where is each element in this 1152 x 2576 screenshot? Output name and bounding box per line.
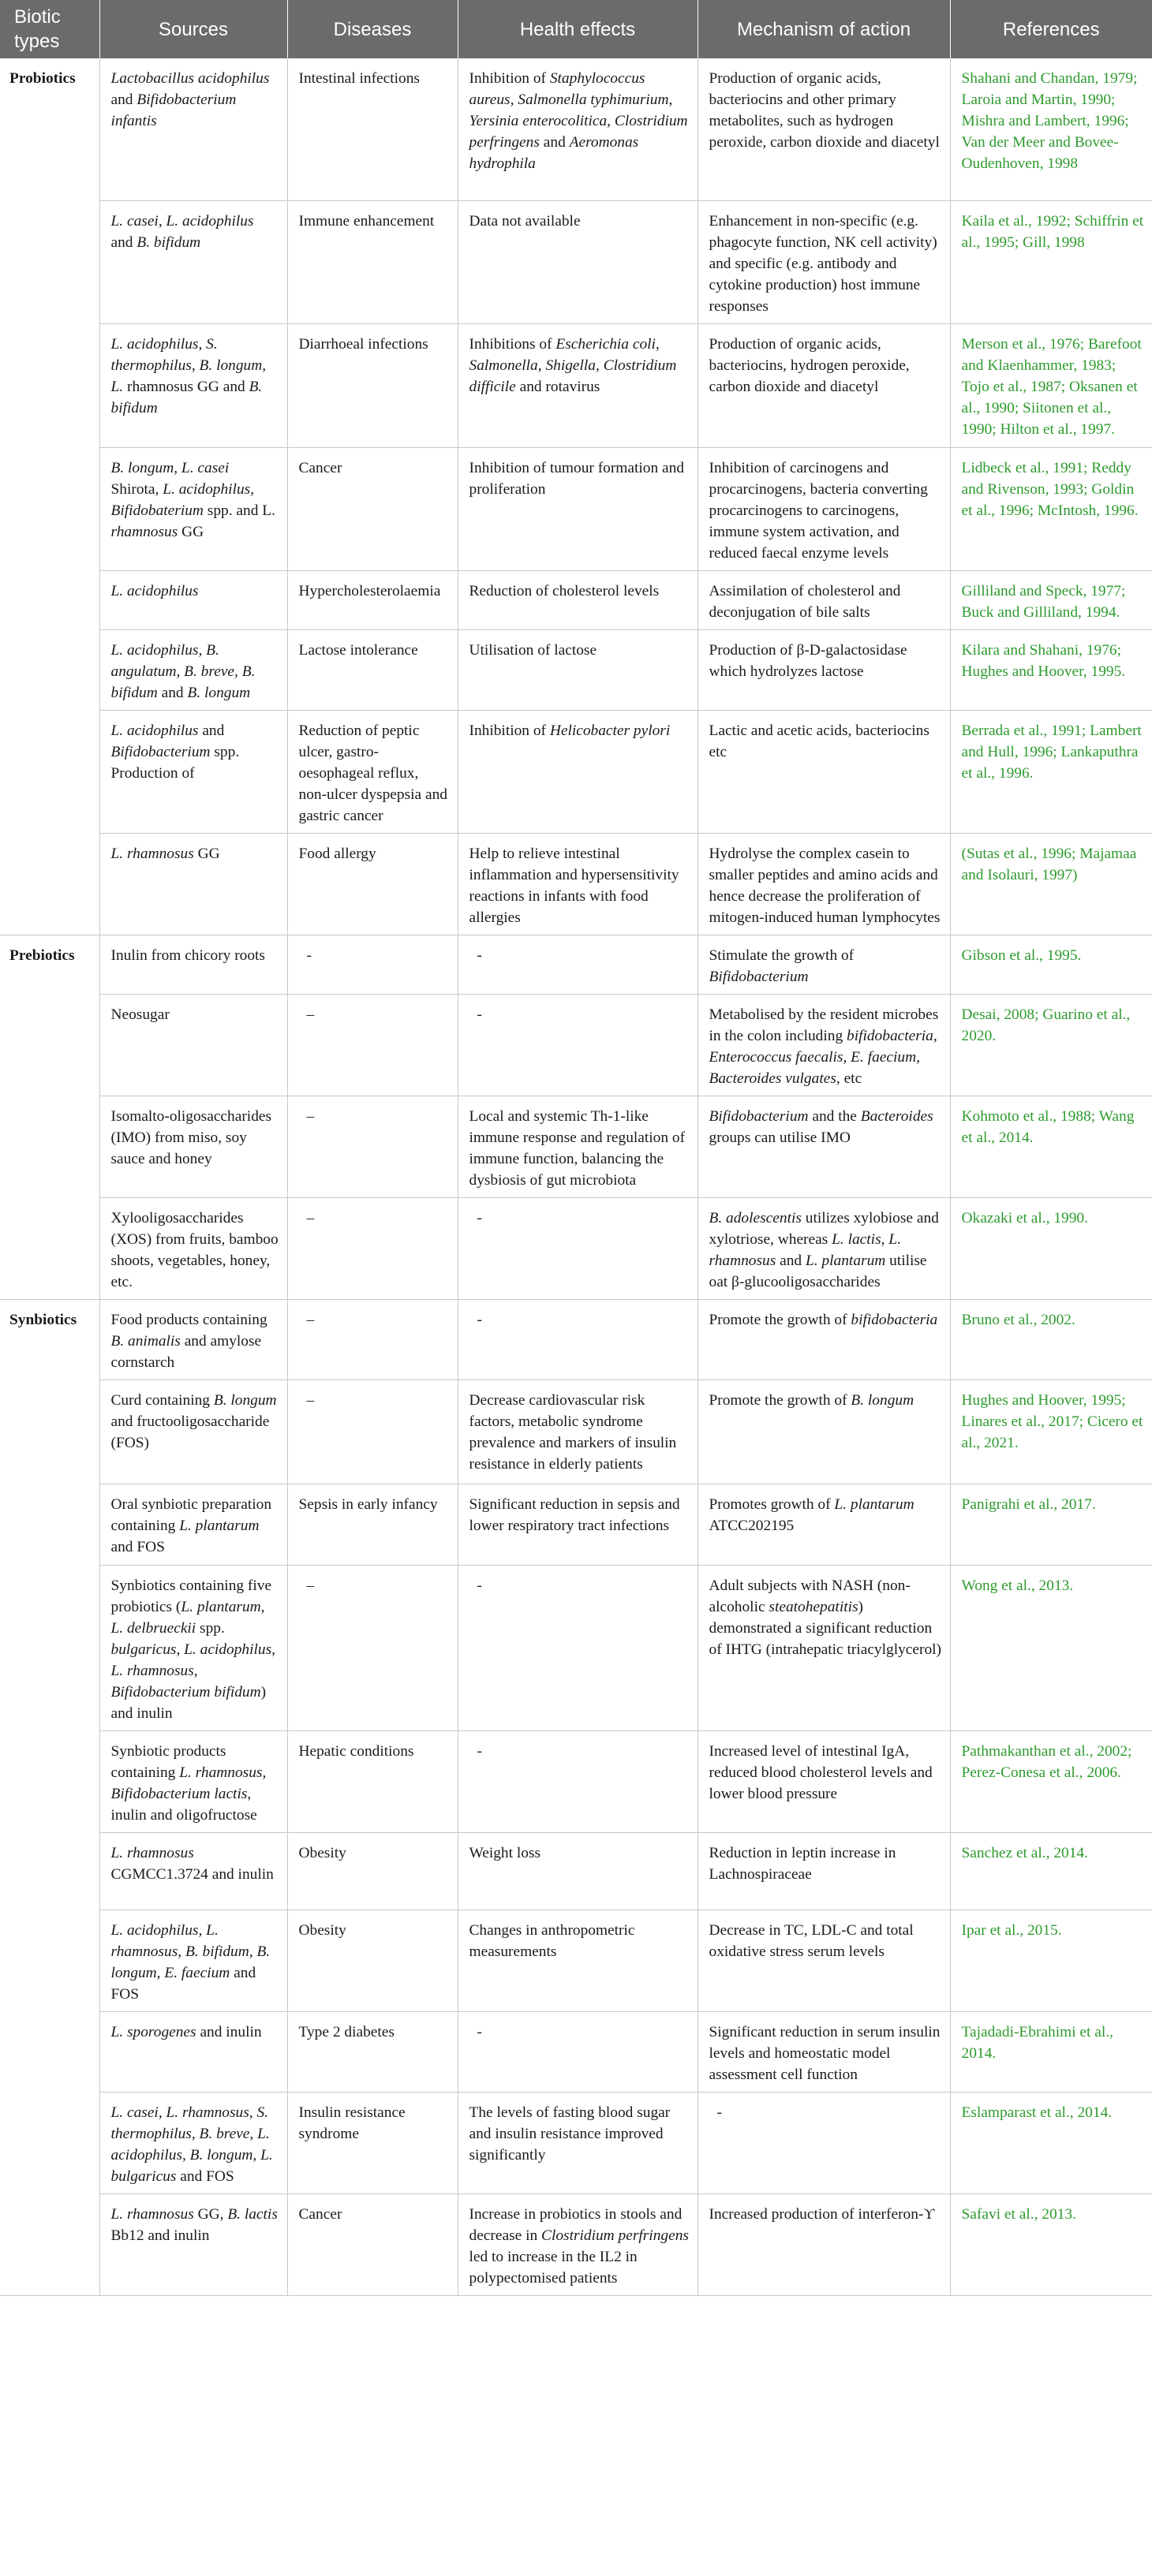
- text-run: L. rhamnosus, Bifidobacterium lactis: [110, 1764, 267, 1802]
- text-run: Neosugar: [110, 1006, 170, 1023]
- text-run: Aeromonas hydrophila: [469, 134, 639, 172]
- references-cell[interactable]: Wong et al., 2013.: [950, 1565, 1152, 1730]
- source-cell: [99, 994, 287, 1096]
- text-run: Food products containing: [110, 1311, 267, 1328]
- text-run: and: [157, 684, 188, 701]
- mechanism-cell: [698, 935, 950, 994]
- disease-cell: [287, 1379, 458, 1484]
- disease-cell: [287, 200, 458, 323]
- source-cell: [99, 1730, 287, 1832]
- health-effects-cell: [458, 1832, 698, 1910]
- disease-cell: [287, 2092, 458, 2193]
- source-cell: [99, 710, 287, 833]
- header-sources: Sources: [99, 0, 287, 58]
- mechanism-cell: [698, 2011, 950, 2092]
- text-run: and FOS: [176, 2167, 234, 2185]
- table-row: [0, 935, 1152, 994]
- text-run: and: [110, 233, 137, 251]
- text-run: , etc: [836, 1070, 862, 1087]
- text-run: L. rhamnosus: [110, 845, 194, 862]
- text-run: Diarrhoeal infections: [298, 335, 428, 353]
- source-cell: [99, 1832, 287, 1910]
- text-run: Significant reduction in sepsis and lower respiratory tract infections: [469, 1495, 680, 1534]
- text-run: spp.: [196, 1619, 225, 1637]
- text-run: L. rhamnosus: [110, 2205, 194, 2223]
- text-run: Hypercholesterolaemia: [298, 582, 441, 599]
- text-run: and FOS: [110, 1538, 165, 1555]
- text-run: and: [776, 1252, 806, 1269]
- text-run: -: [477, 1006, 482, 1023]
- header-mechanism: Mechanism of action: [698, 0, 950, 58]
- table-row: [0, 570, 1152, 629]
- text-run: , inulin and oligofructose: [110, 1785, 257, 1824]
- text-run: L. acidophilus, L. rhamnosus, B. bifidum, B. longum, E. faecium: [110, 1921, 271, 1981]
- text-run: Inhibitions of: [469, 335, 556, 353]
- table-row: [0, 2193, 1152, 2295]
- text-run: -: [306, 946, 312, 964]
- text-run: B. longum: [213, 1391, 277, 1409]
- text-run: L. plantarum, L. delbrueckii: [110, 1598, 265, 1637]
- source-cell: [99, 2193, 287, 2295]
- health-effects-cell: [458, 1730, 698, 1832]
- text-run: rhamnosus GG and: [123, 378, 249, 395]
- health-effects-cell: [458, 1910, 698, 2011]
- text-run: and the: [808, 1107, 861, 1125]
- mechanism-cell: [698, 1096, 950, 1197]
- text-run: ) and inulin: [110, 1683, 267, 1722]
- text-run: Isomalto-oligosaccharides (IMO) from miso, soy sauce and honey: [110, 1107, 272, 1167]
- health-effects-cell: [458, 447, 698, 570]
- text-run: –: [306, 1107, 315, 1125]
- text-run: Increase in probiotics in stools and decrease in: [469, 2205, 683, 2244]
- disease-cell: [287, 994, 458, 1096]
- text-run: Cancer: [298, 2205, 342, 2223]
- health-effects-cell: [458, 1299, 698, 1379]
- references-cell[interactable]: Gilliland and Speck, 1977; Buck and Gilliland, 1994.: [950, 570, 1152, 629]
- header-health-effects: Health effects: [458, 0, 698, 58]
- disease-cell: [287, 2011, 458, 2092]
- text-run: L. sporogenes: [110, 2023, 196, 2040]
- mechanism-cell: [698, 1379, 950, 1484]
- mechanism-cell: [698, 2193, 950, 2295]
- table-row: [0, 2092, 1152, 2193]
- health-effects-cell: [458, 1565, 698, 1730]
- mechanism-cell: [698, 2092, 950, 2193]
- text-run: Decrease cardiovascular risk factors, metabolic syndrome prevalence and markers of insulin resistance in elderly patients: [469, 1391, 677, 1473]
- text-run: and FOS: [110, 1964, 256, 2003]
- text-run: Reduction in leptin increase in Lachnospiraceae: [709, 1844, 896, 1883]
- health-effects-cell: [458, 2193, 698, 2295]
- source-cell: [99, 1484, 287, 1565]
- references-cell[interactable]: Pathmakanthan et al., 2002; Perez-Conesa et al., 2006.: [950, 1730, 1152, 1832]
- source-cell: [99, 2011, 287, 2092]
- text-run: Inhibition of: [469, 722, 550, 739]
- references-cell[interactable]: Shahani and Chandan, 1979; Laroia and Martin, 1990; Mishra and Lambert, 1996; Van der Meer and Bovee-Oudenhoven, 1998: [950, 58, 1152, 200]
- text-run: Production of β-D-galactosidase which hydrolyzes lactose: [709, 641, 907, 680]
- text-run: Bacteroides: [860, 1107, 933, 1125]
- text-run: Lactic and acetic acids, bacteriocins etc: [709, 722, 929, 760]
- health-effects-cell: [458, 1484, 698, 1565]
- text-run: GG: [178, 523, 204, 540]
- table-row: [0, 447, 1152, 570]
- text-run: -: [477, 1209, 482, 1226]
- text-run: B. lactis: [227, 2205, 278, 2223]
- disease-cell: [287, 935, 458, 994]
- text-run: Changes in anthropometric measurements: [469, 1921, 635, 1960]
- text-run: steatohepatitis: [769, 1598, 858, 1615]
- text-run: Local and systemic Th-1-like immune response and regulation of immune function, balancing the dysbiosis of gut microbiota: [469, 1107, 686, 1189]
- text-run: utilizes xylobiose and xylotriose, whereas: [709, 1209, 939, 1248]
- text-run: spp. Production of: [110, 743, 240, 782]
- text-run: -: [477, 1577, 482, 1594]
- references-cell[interactable]: Gibson et al., 1995.: [950, 935, 1152, 994]
- text-run: Promote the growth of: [709, 1311, 851, 1328]
- health-effects-cell: [458, 58, 698, 200]
- references-cell[interactable]: Hughes and Hoover, 1995; Linares et al., 2017; Cicero et al., 2021.: [950, 1379, 1152, 1484]
- text-run: and: [198, 722, 225, 739]
- text-run: Synbiotic products containing: [110, 1742, 226, 1781]
- disease-cell: [287, 1096, 458, 1197]
- disease-cell: [287, 710, 458, 833]
- mechanism-cell: [698, 1197, 950, 1299]
- text-run: Promotes growth of: [709, 1495, 835, 1513]
- text-run: Enhancement in non-specific (e.g. phagocyte function, NK cell activity) and specific (e.g. antibody and cytokine production) host immune responses: [709, 212, 937, 315]
- disease-cell: [287, 2193, 458, 2295]
- text-run: Bifidobacterium: [709, 968, 809, 985]
- references-cell[interactable]: Desai, 2008; Guarino et al., 2020.: [950, 994, 1152, 1096]
- text-run: B. bifidum: [110, 378, 263, 416]
- disease-cell: [287, 1299, 458, 1379]
- text-run: Data not available: [469, 212, 581, 230]
- text-run: -: [477, 1742, 482, 1760]
- text-run: L. plantarum: [805, 1252, 886, 1269]
- text-run: Inhibition of tumour formation and proliferation: [469, 459, 685, 498]
- mechanism-cell: [698, 1299, 950, 1379]
- health-effects-cell: [458, 994, 698, 1096]
- disease-cell: [287, 323, 458, 447]
- references-cell[interactable]: Okazaki et al., 1990.: [950, 1197, 1152, 1299]
- text-run: Increased level of intestinal IgA, reduced blood cholesterol levels and lower blood pressure: [709, 1742, 933, 1802]
- text-run: Production of organic acids, bacteriocins, hydrogen peroxide, carbon dioxide and diacetyl: [709, 335, 910, 395]
- text-run: Inhibition of: [469, 70, 550, 87]
- text-run: ATCC202195: [709, 1517, 795, 1534]
- references-cell[interactable]: Berrada et al., 1991; Lambert and Hull, 1996; Lankaputhra et al., 1996.: [950, 710, 1152, 833]
- text-run: GG,: [193, 2205, 228, 2223]
- text-run: B. adolescentis: [709, 1209, 802, 1226]
- source-cell: [99, 1565, 287, 1730]
- text-run: B. longum: [851, 1391, 914, 1409]
- text-run: Synbiotics containing five probiotics (: [110, 1577, 272, 1615]
- text-run: Utilisation of lactose: [469, 641, 597, 659]
- text-run: and amylose cornstarch: [110, 1332, 262, 1371]
- table-row: [0, 1197, 1152, 1299]
- mechanism-cell: [698, 833, 950, 935]
- text-run: -: [477, 946, 482, 964]
- text-run: Staphylococcus aureus, Salmonella typhimurium, Yersinia enterocolitica, Clostridium perfringens: [469, 70, 688, 151]
- biotic-type-cell: Synbiotics: [0, 1299, 99, 2295]
- text-run: –: [306, 1209, 315, 1226]
- health-effects-cell: [458, 570, 698, 629]
- table-row: [0, 710, 1152, 833]
- mechanism-cell: [698, 1910, 950, 2011]
- text-run: L. acidophilus, S. thermophilus, B. longum, L.: [110, 335, 267, 395]
- text-run: Decrease in TC, LDL-C and total oxidative stress serum levels: [709, 1921, 914, 1960]
- text-run: Insulin resistance syndrome: [298, 2104, 406, 2142]
- table-row: [0, 1484, 1152, 1565]
- text-run: The levels of fasting blood sugar and insulin resistance improved significantly: [469, 2104, 671, 2163]
- references-cell[interactable]: Sanchez et al., 2014.: [950, 1832, 1152, 1910]
- table-row: [0, 1910, 1152, 2011]
- text-run: GG: [193, 845, 220, 862]
- references-cell[interactable]: Ipar et al., 2015.: [950, 1910, 1152, 2011]
- text-run: Curd containing: [110, 1391, 214, 1409]
- references-cell[interactable]: Kohmoto et al., 1988; Wang et al., 2014.: [950, 1096, 1152, 1197]
- source-cell: [99, 447, 287, 570]
- text-run: and inulin: [196, 2023, 262, 2040]
- table-row: [0, 2011, 1152, 2092]
- table-row: [0, 994, 1152, 1096]
- text-run: Hydrolyse the complex casein to smaller peptides and amino acids and hence decrease the proliferation of mitogen-induced human lymphocytes: [709, 845, 941, 926]
- disease-cell: [287, 833, 458, 935]
- references-cell[interactable]: Kaila et al., 1992; Schiffrin et al., 1995; Gill, 1998: [950, 200, 1152, 323]
- source-cell: [99, 1096, 287, 1197]
- mechanism-cell: [698, 58, 950, 200]
- text-run: Sepsis in early infancy: [298, 1495, 438, 1513]
- text-run: Assimilation of cholesterol and deconjugation of bile salts: [709, 582, 901, 621]
- text-run: and: [539, 134, 570, 151]
- text-run: L. casei, L. acidophilus: [110, 212, 254, 230]
- source-cell: [99, 2092, 287, 2193]
- table-row: [0, 1096, 1152, 1197]
- text-run: Oral synbiotic preparation containing: [110, 1495, 272, 1534]
- text-run: bifidobacteria: [851, 1311, 938, 1328]
- mechanism-cell: [698, 1832, 950, 1910]
- health-effects-cell: [458, 629, 698, 710]
- references-cell[interactable]: Tajadadi-Ebrahimi et al., 2014.: [950, 2011, 1152, 2092]
- table-row: [0, 1832, 1152, 1910]
- text-run: L. lactis, L. rhamnosus: [709, 1230, 901, 1269]
- references-cell[interactable]: Kilara and Shahani, 1976; Hughes and Hoover, 1995.: [950, 629, 1152, 710]
- mechanism-cell: [698, 1565, 950, 1730]
- mechanism-cell: [698, 200, 950, 323]
- health-effects-cell: [458, 710, 698, 833]
- text-run: –: [306, 1391, 315, 1409]
- source-cell: [99, 629, 287, 710]
- references-cell[interactable]: Bruno et al., 2002.: [950, 1299, 1152, 1379]
- text-run: Promote the growth of: [709, 1391, 851, 1409]
- source-cell: [99, 1379, 287, 1484]
- text-run: B. longum: [187, 684, 251, 701]
- disease-cell: [287, 570, 458, 629]
- text-run: bifidobacteria, Enterococcus faecalis, E. faecium, Bacteroides vulgates: [709, 1027, 937, 1087]
- text-run: Escherichia coli, Salmonella, Shigella, Clostridium difficile: [469, 335, 677, 395]
- text-run: Reduction of cholesterol levels: [469, 582, 660, 599]
- text-run: Type 2 diabetes: [298, 2023, 395, 2040]
- text-run: -: [477, 2023, 482, 2040]
- text-run: led to increase in the IL2 in polypectomised patients: [469, 2248, 638, 2287]
- text-run: Xylooligosaccharides (XOS) from fruits, bamboo shoots, vegetables, honey, etc.: [110, 1209, 279, 1290]
- mechanism-cell: [698, 323, 950, 447]
- text-run: Inhibition of carcinogens and procarcinogens, bacteria converting procarcinogens to carcinogens, immune system activation, and reduced faecal enzyme levels: [709, 459, 928, 562]
- table-row: [0, 629, 1152, 710]
- disease-cell: [287, 1910, 458, 2011]
- text-run: Helicobacter pylori: [549, 722, 671, 739]
- references-cell[interactable]: Lidbeck et al., 1991; Reddy and Rivenson, 1993; Goldin et al., 1996; McIntosh, 1996.: [950, 447, 1152, 570]
- disease-cell: [287, 629, 458, 710]
- text-run: L. plantarum: [834, 1495, 914, 1513]
- table-row: [0, 1730, 1152, 1832]
- biotic-type-cell: Probiotics: [0, 58, 99, 935]
- disease-cell: [287, 1565, 458, 1730]
- mechanism-cell: [698, 710, 950, 833]
- source-cell: [99, 323, 287, 447]
- text-run: -: [716, 2104, 722, 2121]
- disease-cell: [287, 1484, 458, 1565]
- table-row: [0, 1379, 1152, 1484]
- header-row: [0, 0, 1152, 58]
- source-cell: [99, 1197, 287, 1299]
- health-effects-cell: [458, 935, 698, 994]
- disease-cell: [287, 1197, 458, 1299]
- references-cell[interactable]: Panigrahi et al., 2017.: [950, 1484, 1152, 1565]
- disease-cell: [287, 1832, 458, 1910]
- health-effects-cell: [458, 1379, 698, 1484]
- header-diseases: Diseases: [287, 0, 458, 58]
- text-run: L. acidophilus, Bifidobaterium: [110, 480, 255, 519]
- text-run: CGMCC1.3724 and inulin: [110, 1865, 274, 1883]
- references-cell[interactable]: Safavi et al., 2013.: [950, 2193, 1152, 2295]
- source-cell: [99, 200, 287, 323]
- text-run: Metabolised by the resident microbes in the colon including: [709, 1006, 939, 1044]
- mechanism-cell: [698, 1730, 950, 1832]
- disease-cell: [287, 1730, 458, 1832]
- text-run: Adult subjects with NASH (non-alcoholic: [709, 1577, 911, 1615]
- table-row: [0, 200, 1152, 323]
- text-run: –: [306, 1577, 315, 1594]
- text-run: Food allergy: [298, 845, 376, 862]
- text-run: L. plantarum: [179, 1517, 260, 1534]
- text-run: and fructooligosaccharide (FOS): [110, 1413, 270, 1451]
- text-run: L. acidophilus: [110, 722, 199, 739]
- text-run: Bifidobacterium: [110, 743, 211, 760]
- source-cell: [99, 58, 287, 200]
- text-run: Help to relieve intestinal inflammation and hypersensitivity reactions in infants with food allergies: [469, 845, 679, 926]
- health-effects-cell: [458, 833, 698, 935]
- table-row: [0, 323, 1152, 447]
- disease-cell: [287, 447, 458, 570]
- source-cell: [99, 570, 287, 629]
- source-cell: [99, 1910, 287, 2011]
- source-cell: [99, 833, 287, 935]
- references-cell[interactable]: Merson et al., 1976; Barefoot and Klaenhammer, 1983; Tojo et al., 1987; Oksanen et al., 1990; Siitonen et al., 1990; Hilton et al., 1997.: [950, 323, 1152, 447]
- text-run: Lactose intolerance: [298, 641, 418, 659]
- text-run: Increased production of interferon-ϒ: [709, 2205, 935, 2223]
- text-run: Lactobacillus acidophilus: [110, 70, 270, 87]
- text-run: Cancer: [298, 459, 342, 476]
- health-effects-cell: [458, 323, 698, 447]
- mechanism-cell: [698, 570, 950, 629]
- text-run: L. casei, L. rhamnosus, S. thermophilus, B. breve, L. acidophilus, B. longum, L. bulgaricus: [110, 2104, 273, 2185]
- health-effects-cell: [458, 2092, 698, 2193]
- source-cell: [99, 935, 287, 994]
- text-run: Clostridium perfringens: [541, 2227, 689, 2244]
- table-row: [0, 1565, 1152, 1730]
- text-run: L. acidophilus, B. angulatum, B. breve, B. bifidum: [110, 641, 256, 701]
- health-effects-cell: [458, 200, 698, 323]
- references-cell[interactable]: (Sutas et al., 1996; Majamaa and Isolauri, 1997): [950, 833, 1152, 935]
- text-run: Intestinal infections: [298, 70, 420, 87]
- table-row: [0, 833, 1152, 935]
- mechanism-cell: [698, 629, 950, 710]
- health-effects-cell: [458, 1197, 698, 1299]
- text-run: –: [306, 1311, 315, 1328]
- text-run: spp. and L.: [203, 502, 275, 519]
- text-run: Weight loss: [469, 1844, 541, 1861]
- text-run: Obesity: [298, 1921, 346, 1939]
- text-run: Bifidobacterium infantis: [110, 91, 237, 129]
- mechanism-cell: [698, 994, 950, 1096]
- biotic-type-cell: Prebiotics: [0, 935, 99, 1299]
- health-effects-cell: [458, 2011, 698, 2092]
- text-run: B. bifidum: [137, 233, 201, 251]
- table-row: [0, 1299, 1152, 1379]
- table-body: [0, 58, 1152, 2295]
- text-run: -: [477, 1311, 482, 1328]
- text-run: Bifidobacterium: [709, 1107, 809, 1125]
- text-run: Obesity: [298, 1844, 346, 1861]
- header-references: References: [950, 0, 1152, 58]
- text-run: Reduction of peptic ulcer, gastro-oesophageal reflux, non-ulcer dyspepsia and gastric cancer: [298, 722, 447, 824]
- text-run: Significant reduction in serum insulin levels and homeostatic model assessment cell function: [709, 2023, 941, 2083]
- text-run: utilise oat β-glucooligosaccharides: [709, 1252, 927, 1290]
- text-run: and: [110, 91, 137, 108]
- source-cell: [99, 1299, 287, 1379]
- text-run: B. animalis: [110, 1332, 181, 1350]
- text-run: bulgaricus, L. acidophilus, L. rhamnosus, Bifidobacterium bifidum: [110, 1641, 275, 1701]
- health-effects-cell: [458, 1096, 698, 1197]
- text-run: rhamnosus: [110, 523, 178, 540]
- text-run: groups can utilise IMO: [709, 1129, 851, 1146]
- mechanism-cell: [698, 1484, 950, 1565]
- text-run: and rotavirus: [515, 378, 600, 395]
- disease-cell: [287, 58, 458, 200]
- mechanism-cell: [698, 447, 950, 570]
- text-run: Immune enhancement: [298, 212, 435, 230]
- text-run: Inulin from chicory roots: [110, 946, 265, 964]
- text-run: Hepatic conditions: [298, 1742, 414, 1760]
- table-row: [0, 58, 1152, 200]
- text-run: ) demonstrated a significant reduction of IHTG (intrahepatic triacylglycerol): [709, 1598, 941, 1658]
- text-run: Shirota,: [110, 480, 163, 498]
- text-run: L. rhamnosus: [110, 1844, 194, 1861]
- text-run: Bb12 and inulin: [110, 2227, 210, 2244]
- header-biotic-types: Biotic types: [0, 0, 99, 58]
- text-run: Production of organic acids, bacteriocins and other primary metabolites, such as hydrogen peroxide, carbon dioxide and diacetyl: [709, 70, 940, 151]
- text-run: L. acidophilus: [110, 582, 199, 599]
- text-run: –: [306, 1006, 315, 1023]
- text-run: Stimulate the growth of: [709, 946, 855, 964]
- references-cell[interactable]: Eslamparast et al., 2014.: [950, 2092, 1152, 2193]
- text-run: B. longum, L. casei: [110, 459, 230, 476]
